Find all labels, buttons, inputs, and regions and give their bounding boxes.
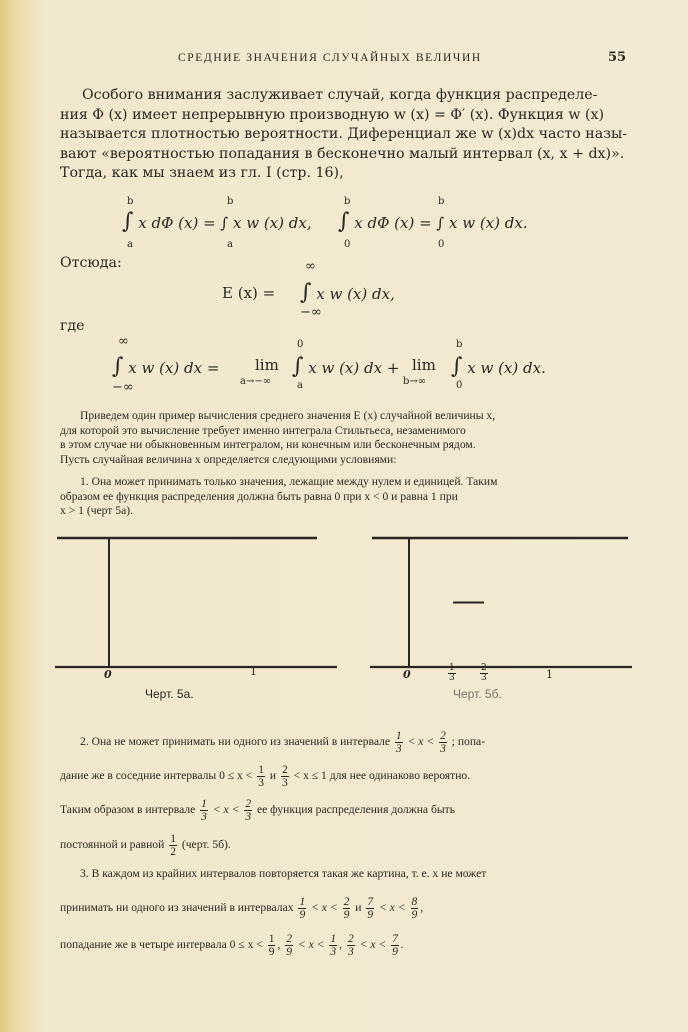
eq3-zero-upper: 0 xyxy=(297,339,304,350)
cond1-line-1: 1. Она может принимать только значения, лежащие между нулем и единицей. Таким xyxy=(80,475,498,488)
fig5b-tick-two-thirds: $\frac{2}{3}$ xyxy=(481,663,487,683)
cond2-line-4: постоянной и равной $\frac{1}{2}$ (черт. 5б). xyxy=(60,833,231,858)
eq1-right: ∫ x dΦ (x) = ∫ x w (x) dx. xyxy=(338,209,528,234)
gde-label: где xyxy=(60,318,85,334)
eq3-up-inf: ∞ xyxy=(118,334,129,349)
eq1-bound-04: 0 xyxy=(438,239,445,250)
eq2-upper: ∞ xyxy=(305,259,316,274)
fig5b-caption: Черт. 5б. xyxy=(453,687,502,701)
eq1-bound-a2: a xyxy=(227,239,233,250)
figure-5a xyxy=(55,520,340,695)
cond3-line-3: попадание же в четыре интервала 0 ≤ x < $\frac{1}{9}$ , $\frac{2}{9}$ < x < $\frac{1}{3}$ , $\frac{2}{3}$ < x < $\frac{7}{9}$ . xyxy=(60,933,404,958)
eq3-lim1: lim xyxy=(255,356,279,374)
eq1-left: ∫ x dΦ (x) = ∫ x w (x) dx, xyxy=(122,209,312,234)
eq1-bound-b2: b xyxy=(227,196,234,207)
intro-line-3: называется плотностью вероятности. Диференциал же w (x)dx часто назы- xyxy=(60,126,628,142)
intro-line-4: вают «вероятностью попадания в бесконечно малый интервал (x, x + dx)». xyxy=(60,145,625,162)
cond3-line-1: 3. В каждом из крайних интервалов повторяется такая же картина, т. е. x не может xyxy=(80,867,487,880)
example-line-3: в этом случае ни обыкновенным интегралом, ни конечным или бесконечным рядом. xyxy=(60,438,476,452)
intro-paragraph xyxy=(60,86,632,184)
eq1-bound-b4: b xyxy=(438,196,445,207)
eq1-bound-a1: a xyxy=(127,239,133,250)
eq2-lower: −∞ xyxy=(300,305,322,320)
fig5b-tick-one-third: $\frac{1}{3}$ xyxy=(449,663,455,683)
fig5a-tick-1: 1 xyxy=(250,665,257,678)
example-line-4: Пусть случайная величина x определяется следующими условиями: xyxy=(60,452,397,466)
cond2-line-2: дание же в соседние интервалы 0 ≤ x < $\frac{1}{3}$ и $\frac{2}{3}$ < x ≤ 1 для нее одинаково вероятно. xyxy=(60,764,471,789)
cond2-line-3: Таким образом в интервале $\frac{1}{3}$ < x < $\frac{2}{3}$ ее функция распределения должна быть xyxy=(60,798,455,823)
running-title: СРЕДНИЕ ЗНАЧЕНИЯ СЛУЧАЙНЫХ ВЕЛИЧИН xyxy=(178,52,482,64)
cond3-line-2: принимать ни одного из значений в интервалах $\frac{1}{9}$ < x < $\frac{2}{9}$ и $\frac{7}{9}$ < x < $\frac{8}{9}$ , xyxy=(60,896,424,921)
eq1-bound-03: 0 xyxy=(344,239,351,250)
eq3-zero-lower: 0 xyxy=(456,380,463,391)
example-line-1: Приведем один пример вычисления среднего значения E (x) случайной величины x, xyxy=(80,409,496,422)
page-number: 55 xyxy=(608,50,627,65)
eq3-end: ∫ x w (x) dx. xyxy=(451,354,546,379)
cond1-line-2: образом ее функция распределения должна быть равна 0 при x < 0 и равна 1 при xyxy=(60,489,458,503)
eq3-mid: ∫ x w (x) dx + xyxy=(292,354,400,379)
eq3-lim2-sub: b→∞ xyxy=(403,376,427,387)
eq2-lhs: E (x) = xyxy=(222,284,276,302)
otsyuda-label: Отсюда: xyxy=(60,255,122,271)
eq1-bound-b1: b xyxy=(127,196,134,207)
condition-1 xyxy=(60,475,632,519)
intro-line-1: Особого внимания заслуживает случай, когда функция распределе- xyxy=(82,87,598,103)
cond2-line-1: 2. Она не может принимать ни одного из значений в интервале $\frac{1}{3}$ < x < $\frac{2}{3}$ ; попа- xyxy=(80,730,486,755)
intro-line-2: ния Φ (x) имеет непрерывную производную w (x) = Φ′ (x). Функция w (x) xyxy=(60,106,605,123)
fig5a-caption: Черт. 5а. xyxy=(145,687,194,701)
cond1-line-3: x > 1 (черт 5а). xyxy=(60,504,133,518)
eq3-lim2: lim xyxy=(412,356,436,374)
example-line-2: для которой это вычисление требует именно интеграла Стильтьеса, незаменимого xyxy=(60,423,466,437)
eq3-b-upper: b xyxy=(456,339,463,350)
intro-line-5: Тогда, как мы знаем из гл. I (стр. 16), xyxy=(60,165,344,181)
eq3-a-lower: a xyxy=(297,380,303,391)
eq3-low-minf: −∞ xyxy=(112,380,134,395)
example-intro xyxy=(60,409,632,467)
eq1-bound-b3: b xyxy=(344,196,351,207)
eq3-lhs: ∫ x w (x) dx = xyxy=(112,354,220,379)
fig5b-tick-0: 0 xyxy=(403,668,411,681)
eq2-rhs: ∫ x w (x) dx, xyxy=(300,280,395,305)
fig5b-tick-1: 1 xyxy=(546,668,553,681)
fig5a-tick-0: 0 xyxy=(104,668,112,681)
eq3-lim1-sub: a→−∞ xyxy=(240,376,272,387)
